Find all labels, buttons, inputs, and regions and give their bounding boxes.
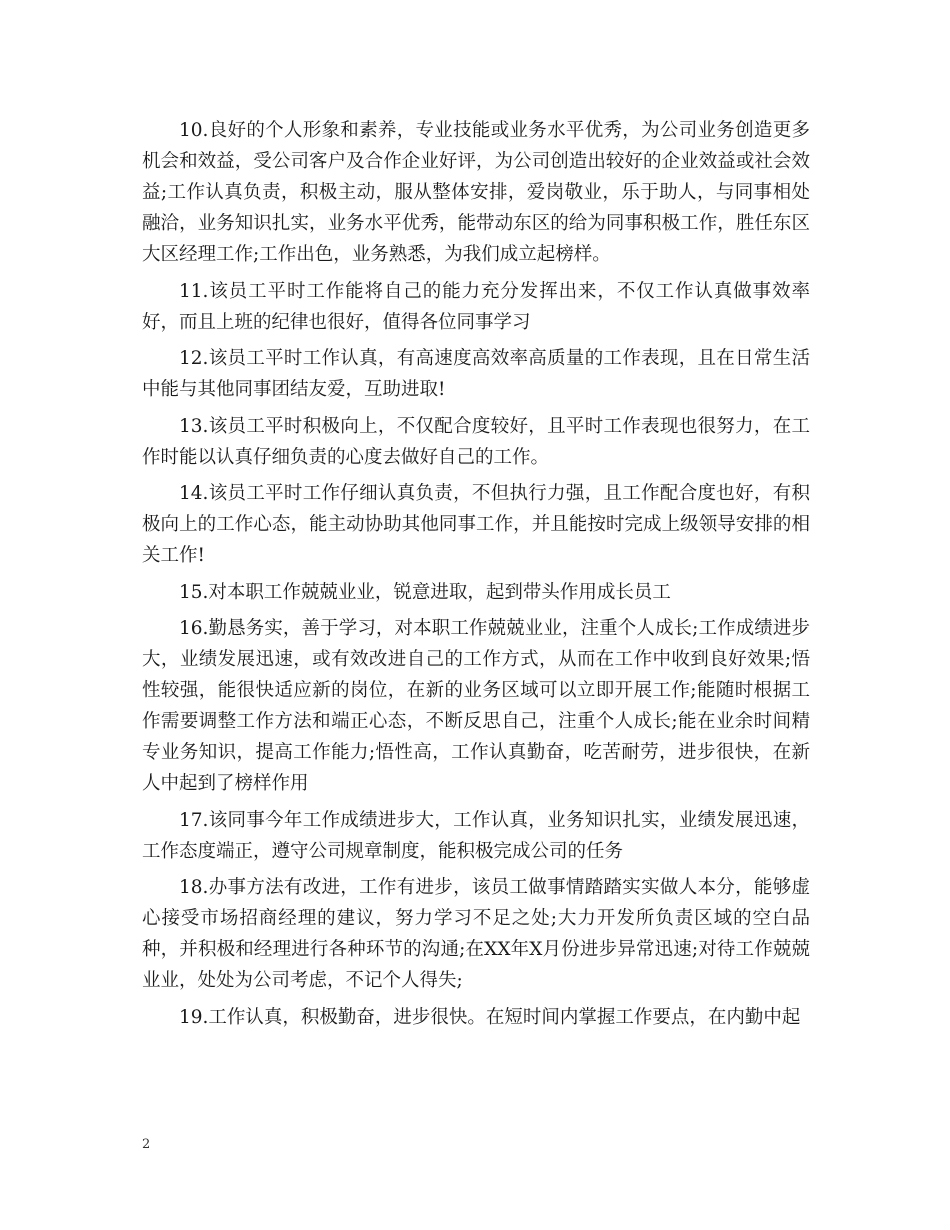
paragraph-11: 11.该员工平时工作能将自己的能力充分发挥出来，不仅工作认真做事效率好，而且上班的纪律也很好，值得各位同事学习 — [142, 280, 810, 333]
paragraph-13: 13.该员工平时积极向上，不仅配合度较好，且平时工作表现也很努力，在工作时能以认真仔细负责的心度去做好自己的工作。 — [142, 415, 810, 468]
paragraph-18: 18.办事方法有改进，工作有进步，该员工做事情踏踏实实做人本分，能够虚心接受市场招商经理的建议，努力学习不足之处;大力开发所负责区域的空白品种，并积极和经理进行各种环节的沟通;在XX年X月份进步异常迅速;对待工作兢兢业业，处处为公司考虑，不记个人得失; — [142, 877, 810, 991]
paragraph-16: 16.勤恳务实，善于学习，对本职工作兢兢业业，注重个人成长;工作成绩进步大，业绩发展迅速，或有效改进自己的工作方式，从而在工作中收到良好效果;悟性较强，能很快适应新的岗位，在新的业务区域可以立即开展工作;能随时根据工作需要调整工作方法和端正心态，不断反思自己，注重个人成长;能在业余时间精专业务知识，提高工作能力;悟性高，工作认真勤奋，吃苦耐劳，进步很快，在新人中起到了榜样作用 — [142, 618, 810, 794]
paragraph-14: 14.该员工平时工作仔细认真负责，不但执行力强，且工作配合度也好，有积极向上的工作心态，能主动协助其他同事工作，并且能按时完成上级领导安排的相关工作! — [142, 483, 810, 566]
paragraph-17: 17.该同事今年工作成绩进步大，工作认真，业务知识扎实，业绩发展迅速，工作态度端正，遵守公司规章制度，能积极完成公司的任务 — [142, 809, 810, 862]
paragraph-10: 10.良好的个人形象和素养，专业技能或业务水平优秀，为公司业务创造更多机会和效益，受公司客户及合作企业好评，为公司创造出较好的企业效益或社会效益;工作认真负责，积极主动，服从整体安排，爱岗敬业，乐于助人，与同事相处融洽，业务知识扎实，业务水平优秀，能带动东区的给为同事积极工作，胜任东区大区经理工作;工作出色，业务熟悉，为我们成立起榜样。 — [142, 120, 810, 265]
paragraph-12: 12.该员工平时工作认真，有高速度高效率高质量的工作表现，且在日常生活中能与其他同事团结友爱，互助进取! — [142, 348, 810, 400]
page-number: 2 — [142, 1137, 151, 1152]
document-body — [142, 115, 810, 1038]
paragraph-19: 19.工作认真，积极勤奋，进步很快。在短时间内掌握工作要点，在内勤中起 — [179, 1006, 801, 1028]
paragraph-15: 15.对本职工作兢兢业业，锐意进取，起到带头作用成长员工 — [179, 581, 671, 603]
